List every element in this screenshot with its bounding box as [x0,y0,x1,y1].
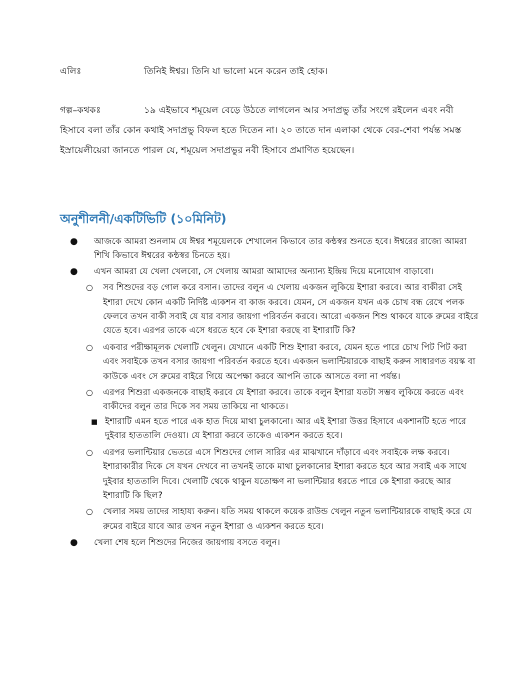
list-item [60,536,480,550]
list-item-text: আজকে আমরা শুনলাম যে ঈশ্বর শমূয়েলকে শেখালেন কিভাবে তার কন্ঠস্বর শুনতে হবে। ঈশ্বরের রাজ্যে আমরা শিখি কিভাবে ঈশ্বরের কন্ঠস্বর চিনতে হয়। [94,237,467,262]
sub-list-item [60,341,480,384]
dialog-text: তিনিই ঈশ্বর। তিনি যা ভালো মনে করেন তাই হোক। [144,66,328,77]
list-item [60,265,480,534]
circle-bullet-icon: ○ [86,447,93,457]
sub-list-item-text: সব শিশুদের বড় গোল করে বসান। তাদের বলুন এ খেলায় একজন লুকিয়ে ইশারা করবে। আর বাকীরা সেই ইশারা দেখে কোন একটি নির্দিষ্ট এ্যকশন বা কাজ করবে। যেমন, সে একজন যখন এক চোখ বন্ধ রেখে পলক ফেলবে তখন বাকী সবাই যে যার বসার জায়গা পরিবর্তন করবে। আরো একজন শিশু থাকবে যাকে রুমের বাইরে যেতে হবে। এরপর তাকে এসে ধরতে হবে কে ইশারা করছে বা ইশারাটি কি? [103,283,479,337]
square-bullet-icon: ■ [91,417,98,426]
sub-list-item [60,505,480,534]
dialog-speaker: এলিঃ [60,66,82,77]
sub-list-item [60,446,480,504]
sub-list-item-text: এরপর শিশুরা একজনকে বাছাই করবে যে ইশারা করবে। তাকে বলুন ইশারা যতটা সম্ভব লুকিয়ে করতে এবং বাকীদের বলুন তার দিকে সব সময় তাকিয়ে না থাকতে। [103,388,464,413]
sub-list-item [60,281,480,339]
list-item-text: খেলা শেষ হলে শিশুদের নিজের জায়গায় বসতে বলুন। [94,538,281,549]
sub-list-item [60,386,480,444]
sub-list-item-text: একবার পরীক্ষামূলক খেলাটি খেলুন। যেখানে একটি শিশু ইশারা করবে, যেমন হতে পারে চোখ পিট পিট করা এবং সবাইকে তখন বসার জায়গা পরিবর্তন করতে হবে। একজন ভলান্টিয়ারকে বাছাই করুন সাধারণত বয়স্ক বা কাউকে এবং সে রুমের বাইরে গিয়ে অপেক্ষা করবে আপনি তাকে আসতে বলা না পর্যন্ত। [103,342,476,382]
sub-list-item-text: এরপর ভলান্টিয়ার ভেতরে এসে শিশুদের গোল সারির এর মাঝখানে দাঁড়াবে এবং সবাইকে লক্ষ করবে। ইশারাকারীর দিকে সে যখন দেখবে না তখনই তাকে মাথা চুলকানোর ইশারা করতে হবে আর সবাই এক সাথে দুইবার হাততালি দিবে। খেলাটি থেকে থাকুন যতোক্ষণ না ভলান্টিয়ার ধরতে পারে কে ইশারা করছে আর ইশারাটি কি ছিল? [103,447,467,501]
list-item [60,235,480,264]
sub-list-item-text: খেলার সময় তাদের সাহায্য করুন। যতি সময় থাকলে কয়েক রাউন্ড খেলুন নতুন ভলান্টিয়ারকে বাছাই করে যে রুমের বাইরে যাবে আর তখন নতুন ইশারা ও এ্যকশন করতে হবে। [103,507,472,532]
sub-sub-list-item-text: ইশারাটি এমন হতে পারে এক হাত দিয়ে মাথা চুলকানো। আর এই ইশারা উত্তর হিসাবে একশানটি হতে পারে দুইবার হাততালি দেওয়া। যে ইশারা করবে তাকেও এ্যকশন করতে হবে। [105,416,467,442]
bullet-icon: ● [70,266,78,277]
list-item-text: এখন আমরা যে খেলা খেলবো, সে খেলায় আমরা আমাদের অন্যান্য ইন্দ্রিয় দিয়ে মনোযোগ বাড়াবো। [94,266,434,277]
narration-text: ১৯ এইভাবে শমূয়েল বেড়ে উঠতে লাগলেন আর সদাপ্রভু তাঁর সংগে রইলেন এবং নবী হিসাবে বলা তাঁর কোন কথাই সদাপ্রভু বিফল হতে দিতেন না। ২০ তাতে দান এলাকা থেকে বের-শেবা পর্যন্ত সমস্ত ইস্রায়েলীয়েরা জানতে পারল যে, শমূয়েল সদাপ্রভুর নবী হিসাবে প্রমাণিত হয়েছেন। [60,105,462,156]
circle-bullet-icon: ○ [86,283,93,293]
activity-list [60,235,480,552]
circle-bullet-icon: ○ [86,342,93,352]
circle-bullet-icon: ○ [86,507,93,517]
narration-speaker: গল্প–কথকঃ [60,105,101,116]
narration-paragraph [60,101,480,161]
circle-bullet-icon: ○ [86,388,93,398]
sub-sub-list-item [73,415,480,444]
section-heading: অনুশীলনী/একটিভিটি (১০মিনিট) [60,211,227,226]
dialog-line [60,66,480,78]
bullet-icon: ● [70,538,78,549]
bullet-icon: ● [70,237,78,247]
